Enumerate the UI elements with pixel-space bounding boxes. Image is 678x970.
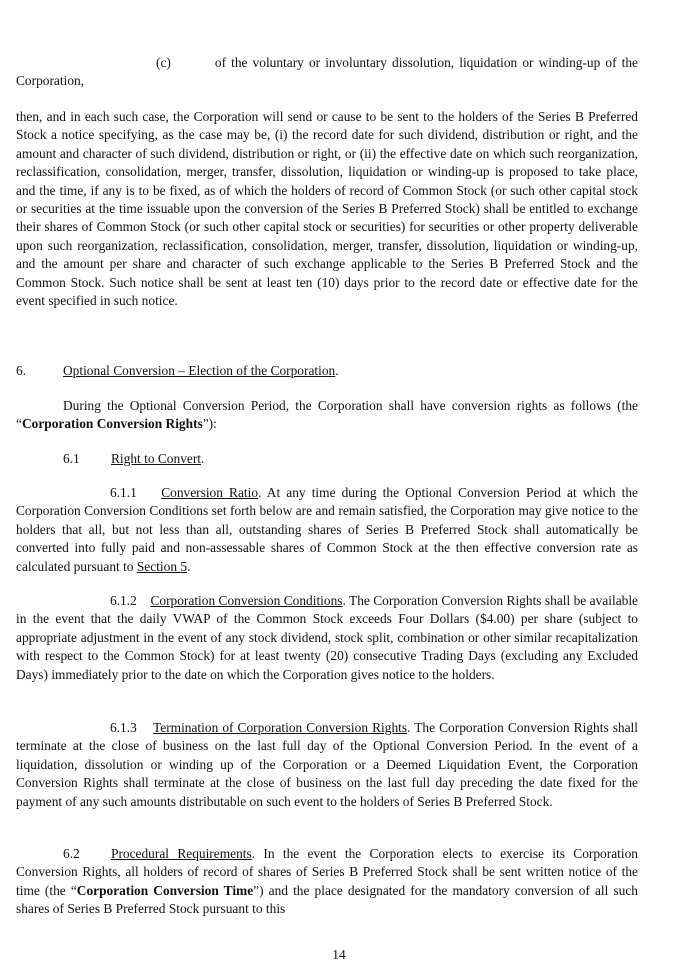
notice-paragraph: then, and in each such case, the Corporation will send or cause to be sent to the holders of the Series B Preferred Stock a notice specifying, as the case may be, (i) the record date for such dividend, distribution or right, and the amount and character of such dividend, distribution or right, or (ii) the effective date on which such reorganization, reclassification, consolidation, merger, transfer, dissolution, liquidation or winding-up is proposed to take place, and the time, if any is to be fixed, as of which the holders of record of Common Stock (or such other capital stock or securities at the time issuable upon the conversion of the Series B Preferred Stock) shall be entitled to exchange their shares of Common Stock (or such other capital stock or securities) for securities or other property deliverable upon such reorganization, reclassification, consolidation, merger, transfer, dissolution, liquidation or winding-up, and the amount per share and character of such exchange applicable to the Series B Preferred Stock and the Common Stock. Such notice shall be sent at least ten (10) days prior to the record date or effective date for the event specified in such notice. [16,109,638,309]
section-6-1-1-number: 6.1.1 [110,485,137,500]
section-6-heading: 6. Optional Conversion – Election of the Corporation. [16,362,638,380]
section-6-1-heading: 6.1 Right to Convert. [16,450,638,468]
section-6-1-number: 6.1 [63,451,80,466]
section-6-2-number: 6.2 [63,846,80,861]
item-c-text: of the voluntary or involuntary dissolution, liquidation or winding-up of the Corporation, [16,55,638,89]
section-6-1-2-title: Corporation Conversion Conditions [150,593,343,608]
section-6-1-3-number: 6.1.3 [110,720,137,735]
section-6-2-paragraph: 6.2 Procedural Requirements. In the event the Corporation elects to exercise its Corporation Conversion Rights, all holders of record of shares of Series B Preferred Stock shall be sent written notice of the time (the “Corporation Conversion Time”) and the place designated for the mandatory conversion of all such shares of Series B Preferred Stock pursuant to this [16,846,638,917]
section-5-reference: Section 5 [136,558,188,574]
section-6-1-1-paragraph: 6.1.1 Conversion Ratio. At any time during the Optional Conversion Period at which the Corporation Conversion Conditions set forth below are and remain satisfied, the Corporation may give notice to the holders that all, but not less than all, outstanding shares of Series B Preferred Stock shall automatically be converted into fully paid and non-assessable shares of Common Stock at the then effective conversion rate as calculated pursuant to Section 5. [16,485,638,574]
page-number: 14 [332,947,346,962]
section-6-1-3-paragraph: 6.1.3 Termination of Corporation Conversion Rights. The Corporation Conversion Rights shall terminate at the close of business on the last full day of the Optional Conversion Period. In the event of a liquidation, dissolution or winding up of the Corporation or a Deemed Liquidation Event, the Corporation Conversion Rights shall terminate at the close of business on the last full day preceding the date fixed for the payment of any such amounts distributable on such event to the holders of Series B Preferred Stock. [16,720,638,809]
item-c-paragraph [16,54,638,91]
section-6-2-title: Procedural Requirements [111,846,252,861]
section-6-intro: During the Optional Conversion Period, the Corporation shall have conversion rights as follows (the “Corporation Conversion Rights”): [16,398,638,432]
section-6-1-title: Right to Convert [111,451,202,466]
item-c-label: (c) [156,55,171,70]
section-6-1-2-paragraph: 6.1.2 Corporation Conversion Conditions. The Corporation Conversion Rights shall be available in the event that the daily VWAP of the Common Stock exceeds Four Dollars ($4.00) per share (subject to appropriate adjustment in the event of any stock dividend, stock split, combination or other similar recapitalization with respect to the Common Stock) for at least twenty (20) consecutive Trading Days (excluding any Excluded Days) immediately prior to the date on which the Corporation gives notice to the holders. [16,593,638,682]
section-6-1-3-title: Termination of Corporation Conversion Rights [153,720,408,735]
section-6-number: 6. [16,363,27,378]
section-6-1-1-title: Conversion Ratio [161,485,259,500]
section-6-1-2-number: 6.1.2 [110,593,137,608]
defined-term-corporation-conversion-time: Corporation Conversion Time [76,882,254,898]
defined-term-corporation-conversion-rights: Corporation Conversion Rights [21,416,203,432]
section-6-title: Optional Conversion – Election of the Corporation [63,363,336,378]
